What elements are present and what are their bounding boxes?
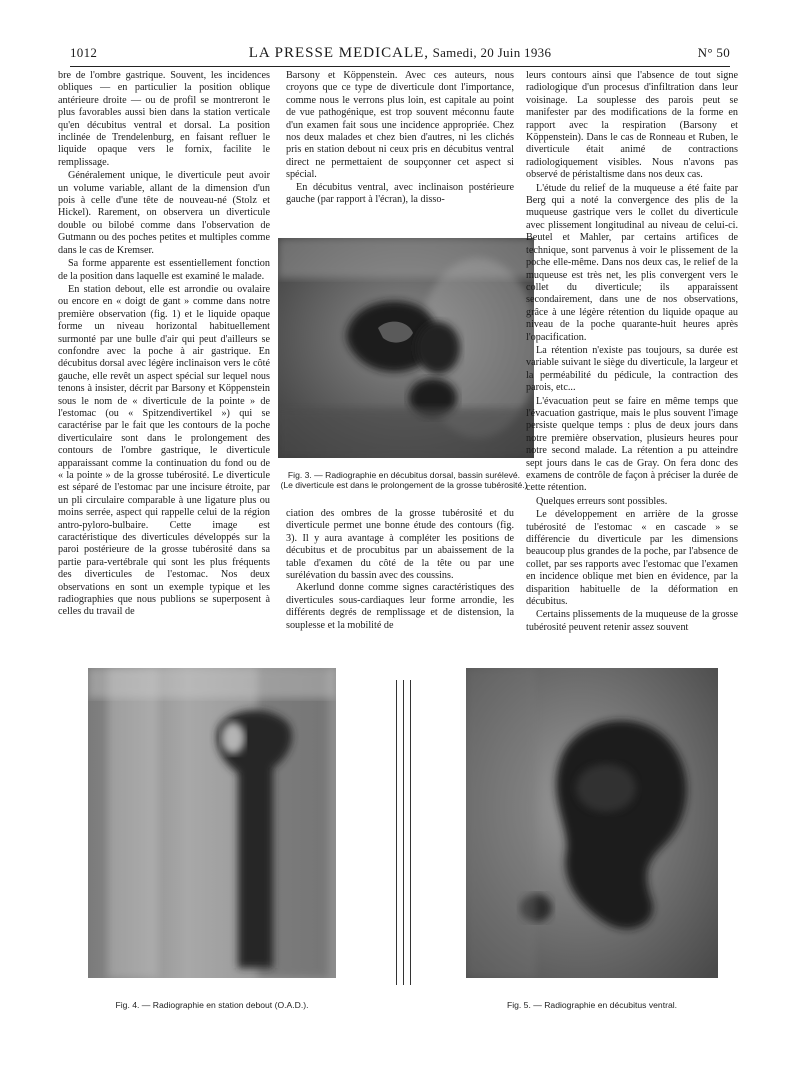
figure-5-caption: Fig. 5. — Radiographie en décubitus ventral. bbox=[506, 1000, 678, 1010]
page-number: 1012 bbox=[70, 45, 98, 60]
paragraph: Barsony et Köppenstein. Avec ces auteurs, nous croyons que ce type de diverticule dont l'importance, comme nous le verrons plus loin, est capitale au point de vue pathogénique, est trop souvent méconnu faute d'un examen fait sous une incidence appropriée. Chez nos deux malades et chez bien d'autres, ni les clichés pris en station debout ni ceux pris en décubitus ventral direct ne permettaient de soupçonner cet aspect si spécial. bbox=[286, 70, 514, 181]
journal-name: LA PRESSE MEDICALE, bbox=[248, 45, 430, 61]
text-column-1 bbox=[58, 70, 270, 655]
radiograph-image bbox=[88, 668, 336, 978]
figure-4-caption: Fig. 4. — Radiographie en station debout (O.A.D.). bbox=[115, 1000, 309, 1010]
paragraph: En décubitus ventral, avec inclinaison postérieure gauche (par rapport à l'écran), la disso- bbox=[286, 181, 514, 206]
caption-line: Fig. 3. — Radiographie en décubitus dorsal, bassin surélevé. bbox=[287, 470, 521, 480]
caption-line: (Le diverticule est dans le prolongement de la grosse tubérosité.) bbox=[280, 480, 528, 490]
paragraph: Sa forme apparente est essentiellement fonction de la position dans laquelle est examiné le malade. bbox=[58, 258, 270, 282]
radiograph-image bbox=[278, 238, 534, 458]
radiograph-image bbox=[466, 668, 718, 978]
divider-line bbox=[403, 680, 404, 985]
figure-3-caption bbox=[270, 470, 538, 490]
figure-3-radiograph bbox=[278, 238, 534, 458]
paragraph: Akerlund donne comme signes caractéristiques des diverticules sous-cardiaques leur forme arrondie, les différents degrés de remplissage et de distension, la souplesse et la mobilité de bbox=[286, 582, 514, 631]
text-column-3 bbox=[526, 70, 738, 660]
journal-title bbox=[70, 45, 730, 62]
issue-number: N° 50 bbox=[697, 45, 730, 60]
divider-line bbox=[396, 680, 397, 985]
paragraph: leurs contours ainsi que l'absence de tout signe radiologique d'un procesus d'infiltration dans leur voisinage. La souplesse des parois peut se manifester par des modifications de la forme en rapport avec la respiration (Barsony et Köppenstein). Dans le cas de Ronneau et Ruben, le diverticule était animé de contractions radiologiquement visibles. Nous n'avons pas observé de péristaltisme dans nos deux cas. bbox=[526, 70, 738, 181]
divider-line bbox=[410, 680, 411, 985]
paragraph: L'étude du relief de la muqueuse a été faite par Berg qui a noté la convergence des plis de la muqueuse gastrique vers le collet du diverticule avec plissement longitudinal au niveau de celui-ci. Beutel et Mahler, par certains artifices de technique, sont parvenus à voir le plissement de la poche elle-même. Dans nos deux cas, le relief de la muqueuse est très net, les plis convergent vers le collet du diverticule; ils apparaissent secondairement, dans une de nos observations, grâce à une légère rétention du liquide opaque au niveau de la poche quarante-huit heures après l'opacification. bbox=[526, 182, 738, 343]
page-header bbox=[70, 42, 730, 67]
issue-date: Samedi, 20 Juin 1936 bbox=[432, 45, 552, 60]
paragraph: Certains plissements de la muqueuse de la grosse tubérosité peuvent retenir assez souvent bbox=[526, 609, 738, 633]
paragraph: bre de l'ombre gastrique. Souvent, les incidences obliques — en particulier la position oblique antérieure droite — ou de profil se montreront le plus favorables aussi bien dans la station verticale qu'en décubitus ventral et dorsal. La position inclinée de Trendelenburg, en faisant refluer le liquide opaque vers le fornix, facilite le remplissage. bbox=[58, 70, 270, 168]
paragraph: L'évacuation peut se faire en même temps que l'évacuation gastrique, mais le plus souvent l'image persiste quelque temps : plus de deux jours dans notre première observation, plusieurs heures pour notre second malade. La rétention a pu atteindre sept jours dans le cas de Gray. On fera donc des examens de contrôle de façon à préciser la durée de cette rétention. bbox=[526, 395, 738, 494]
paragraph: Le développement en arrière de la grosse tubérosité de l'estomac « en cascade » se différencie du diverticule par les dimensions beaucoup plus grandes de la poche, par l'absence de collet, par ses rapports avec l'estomac que l'examen en incidence oblique met bien en évidence, par la disparition habituelle de la déformation en décubitus. bbox=[526, 509, 738, 608]
paragraph: La rétention n'existe pas toujours, sa durée est variable suivant le siège du diverticule, la largeur et la perméabilité du pédicule, la contraction des parois, etc... bbox=[526, 344, 738, 394]
figure-4-radiograph bbox=[88, 668, 336, 978]
text-column-2-top bbox=[286, 70, 514, 240]
paragraph: Quelques erreurs sont possibles. bbox=[536, 495, 668, 507]
paragraph: Généralement unique, le diverticule peut avoir un volume variable, allant de la dimension d'un pois à celle d'une tête de nouveau-né (Stolz et Hickel). Rarement, on observera un diverticule double ou bilobé comme dans l'observation de Gutmann ou des poches petites et multiples comme dans le cas de Kremser. bbox=[58, 170, 270, 256]
paragraph: ciation des ombres de la grosse tubérosité et du diverticule permet une bonne étude des contours (fig. 3). Il y aura avantage à compléter les positions de décubitus et de procubitus par un abaissement de la table d'examen du côté de la tête ou par une surélévation du bassin avec des coussins. bbox=[286, 508, 514, 582]
paragraph: En station debout, elle est arrondie ou ovalaire ou encore en « doigt de gant » comme dans notre première observation (fig. 1) et le liquide opaque forme un niveau horizontal habituellement surmonté par une bulle d'air qui peut d'ailleurs se confondre avec la poche à air gastrique. En décubitus dorsal avec légère inclinaison vers le côté gauche, elle revêt un aspect spécial sur lequel nous tenons à insister, décrit par Barsony et Köppenstein sous le nom de « diverticule de la pointe » de l'estomac (ou « Spitzendivertikel ») qui se caractérise par le fait que les contours de la poche diverticulaire sont dans le prolongement des contours de l'ombre gastrique, le diverticule apparaissant comme la continuation du fond ou de « la pointe » de la grosse tubérosité. Le diverticule est séparé de l'estomac par une incisure étroite, par un pli circulaire comparable à une ligature plus ou moins serrée, aspect qui rappelle celui de la région antro-pyloro-bulbaire. Cette image est caractéristique des diverticules développés sur la paroi postérieure de la grosse tubérosité dans sa partie para-vertébrale qui sont les plus fréquents des diverticules de l'estomac. Nos deux observations en sont un exemple typique et les radiographies que nous publions se superposent à celles du travail de bbox=[58, 283, 270, 618]
text-column-2-bottom bbox=[286, 508, 514, 654]
figure-5-radiograph bbox=[466, 668, 718, 978]
